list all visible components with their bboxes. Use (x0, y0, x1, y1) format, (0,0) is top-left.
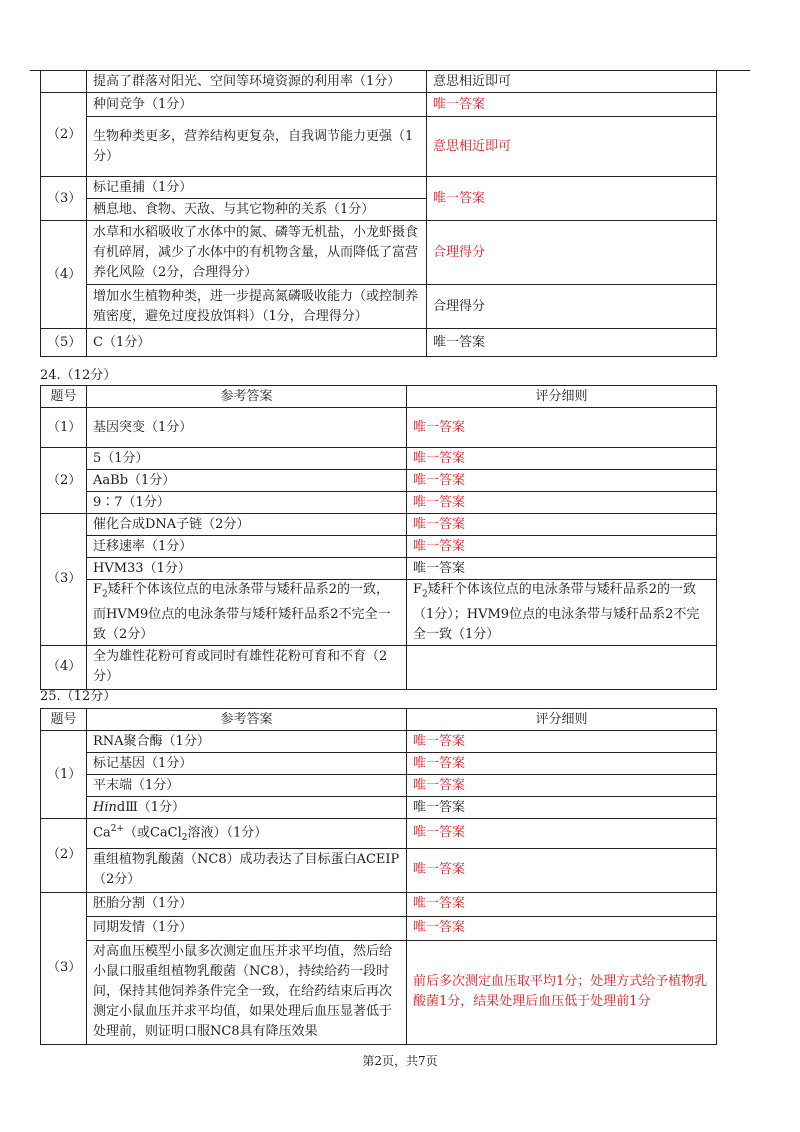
table-header-row (41, 709, 717, 731)
answer-cell: 提高了群落对阳光、空间等环境资源的利用率（1分） (87, 71, 427, 93)
rule-cell: 唯一答案 (407, 731, 717, 753)
answer-cell: 种间竞争（1分） (87, 93, 427, 117)
rule-cell: 唯一答案 (407, 892, 717, 916)
answer-cell: 平末端（1分） (87, 775, 407, 797)
rule-cell: 唯一答案 (407, 775, 717, 797)
rule-cell (407, 645, 717, 689)
table-row (41, 492, 717, 514)
rule-cell: 唯一答案 (407, 408, 717, 448)
answer-text: 溶液）（1分） (187, 825, 268, 841)
rule-cell: 意思相近即可 (427, 71, 717, 93)
rule-cell: 唯一答案 (427, 329, 717, 357)
rule-cell: 唯一答案 (427, 93, 717, 117)
rule-cell (407, 580, 717, 646)
answer-cell: 催化合成DNA子链（2分） (87, 514, 407, 536)
rule-prefix: F (413, 582, 423, 597)
answer-cell: 9∶7（1分） (87, 492, 407, 514)
question-number: （2） (41, 819, 87, 893)
question-number: （3） (41, 514, 87, 646)
table-row (41, 819, 717, 849)
answer-cell: 胚胎分割（1分） (87, 892, 407, 916)
header-answer: 参考答案 (87, 386, 407, 408)
answer-cell: 标记基因（1分） (87, 753, 407, 775)
q24-title: 24.（12分） (40, 368, 117, 383)
rule-cell: 唯一答案 (407, 448, 717, 470)
rule-cell: 意思相近即可 (427, 117, 717, 177)
table-row (41, 558, 717, 580)
answer-cell: HVM33（1分） (87, 558, 407, 580)
answer-cell: RNA聚合酶（1分） (87, 731, 407, 753)
answer-cell: C（1分） (87, 329, 427, 357)
table-row (41, 329, 717, 357)
rule-text: 矮秆个体该位点的电泳条带与矮秆品系2的一致（1分）；HVM9位点的电泳条带与矮秆品系2不完全一致（1分） (413, 582, 700, 642)
q25-title: 25.（12分） (40, 689, 117, 704)
table-row (41, 731, 717, 753)
table-row (41, 940, 717, 1044)
answer-cell: 5（1分） (87, 448, 407, 470)
rule-cell: 唯一答案 (407, 558, 717, 580)
rule-cell: 唯一答案 (407, 492, 717, 514)
answer-cell (87, 819, 407, 849)
answer-cell: 栖息地、食物、天敌、与其它物种的关系（1分） (87, 199, 427, 221)
question-number: （3） (41, 177, 87, 221)
q24-answer-table (40, 385, 717, 690)
answer-prefix: F (93, 582, 103, 597)
answer-superscript: 2+ (110, 824, 124, 834)
answer-cell: 迁移速率（1分） (87, 536, 407, 558)
table-row (41, 408, 717, 448)
answer-cell: 重组植物乳酸菌（NC8）成功表达了目标蛋白ACEIP（2分） (87, 848, 407, 892)
answer-cell: 生物种类更多，营养结构更复杂，自我调节能力更强（1分） (87, 117, 427, 177)
rule-cell: 合理得分 (427, 221, 717, 285)
table-row (41, 775, 717, 797)
answer-cell: 同期发情（1分） (87, 916, 407, 940)
answer-cell: 全为雄性花粉可育或同时有雄性花粉可育和不育（2分） (87, 645, 407, 689)
answer-cell: 增加水生植物种类，进一步提高氮磷吸收能力（或控制养殖密度，避免过度投放饵料）（1分，合理得分） (87, 285, 427, 329)
table-row (41, 797, 717, 819)
table-row (41, 71, 717, 93)
question-number: （1） (41, 408, 87, 448)
rule-cell: 唯一答案 (407, 848, 717, 892)
question-number: （2） (41, 93, 87, 177)
table-row (41, 580, 717, 646)
answer-subscript: 2 (102, 589, 108, 600)
answer-italic: Hin (93, 799, 117, 815)
question-number: （4） (41, 221, 87, 329)
question-number: （4） (41, 645, 87, 689)
rule-cell: 唯一答案 (427, 177, 717, 221)
rule-cell: 唯一答案 (407, 753, 717, 775)
answer-middle: （或CaCl (123, 825, 182, 841)
answer-text: 矮秆个体该位点的电泳条带与矮秆品系2的一致，而HVM9位点的电泳条带与矮秆矮秆品系2不完全一致（2分） (93, 582, 391, 642)
rule-cell: 唯一答案 (407, 536, 717, 558)
table-row (41, 645, 717, 689)
table-row (41, 177, 717, 199)
rule-cell: 唯一答案 (407, 514, 717, 536)
question-number: （2） (41, 448, 87, 514)
table-row (41, 892, 717, 916)
q25-answer-table (40, 708, 717, 1045)
question-number: （5） (41, 329, 87, 357)
answer-cell: AaBb（1分） (87, 470, 407, 492)
header-rule: 评分细则 (407, 386, 717, 408)
question-number: （1） (41, 731, 87, 819)
rule-cell: 唯一答案 (407, 819, 717, 849)
answer-cell: 对高血压模型小鼠多次测定血压并求平均值，然后给小鼠口服重组植物乳酸菌（NC8），持续给药一段时间，保持其他饲养条件完全一致，在给药结束后再次测定小鼠血压并求平均值，如果处理后血压显著低于处理前，则证明口服NC8具有降压效果 (87, 940, 407, 1044)
table-row (41, 753, 717, 775)
table-row (41, 470, 717, 492)
table-row (41, 117, 717, 177)
table-row (41, 221, 717, 285)
table-row (41, 93, 717, 117)
table-row (41, 514, 717, 536)
header-answer: 参考答案 (87, 709, 407, 731)
answer-cell (87, 580, 407, 646)
page-footer: 第2页，共7页 (362, 1054, 438, 1068)
question-number (41, 71, 87, 93)
rule-cell: 唯一答案 (407, 470, 717, 492)
table-row (41, 848, 717, 892)
rule-cell: 合理得分 (427, 285, 717, 329)
rule-cell: 前后多次测定血压取平均1分；处理方式给予植物乳酸菌1分，结果处理后血压低于处理前1分 (407, 940, 717, 1044)
table-row (41, 916, 717, 940)
answer-subscript: 2 (181, 832, 188, 843)
answer-prefix: Ca (93, 825, 111, 841)
header-rule: 评分细则 (407, 709, 717, 731)
answer-cell: 水草和水稻吸收了水体中的氮、磷等无机盐，小龙虾摄食有机碎屑，减少了水体中的有机物含量，从而降低了富营养化风险（2分，合理得分） (87, 221, 427, 285)
question-number: （3） (41, 892, 87, 1044)
answer-cell (87, 797, 407, 819)
answer-cell: 基因突变（1分） (87, 408, 407, 448)
table-row (41, 285, 717, 329)
table-row (41, 448, 717, 470)
rule-cell: 唯一答案 (407, 916, 717, 940)
rule-subscript: 2 (422, 589, 428, 600)
rule-cell: 唯一答案 (407, 797, 717, 819)
answer-text: dⅢ（1分） (116, 799, 186, 815)
table-row (41, 536, 717, 558)
header-question-number: 题号 (41, 386, 87, 408)
answer-cell: 标记重捕（1分） (87, 177, 427, 199)
header-question-number: 题号 (41, 709, 87, 731)
q23-answer-table (40, 70, 717, 357)
table-header-row (41, 386, 717, 408)
